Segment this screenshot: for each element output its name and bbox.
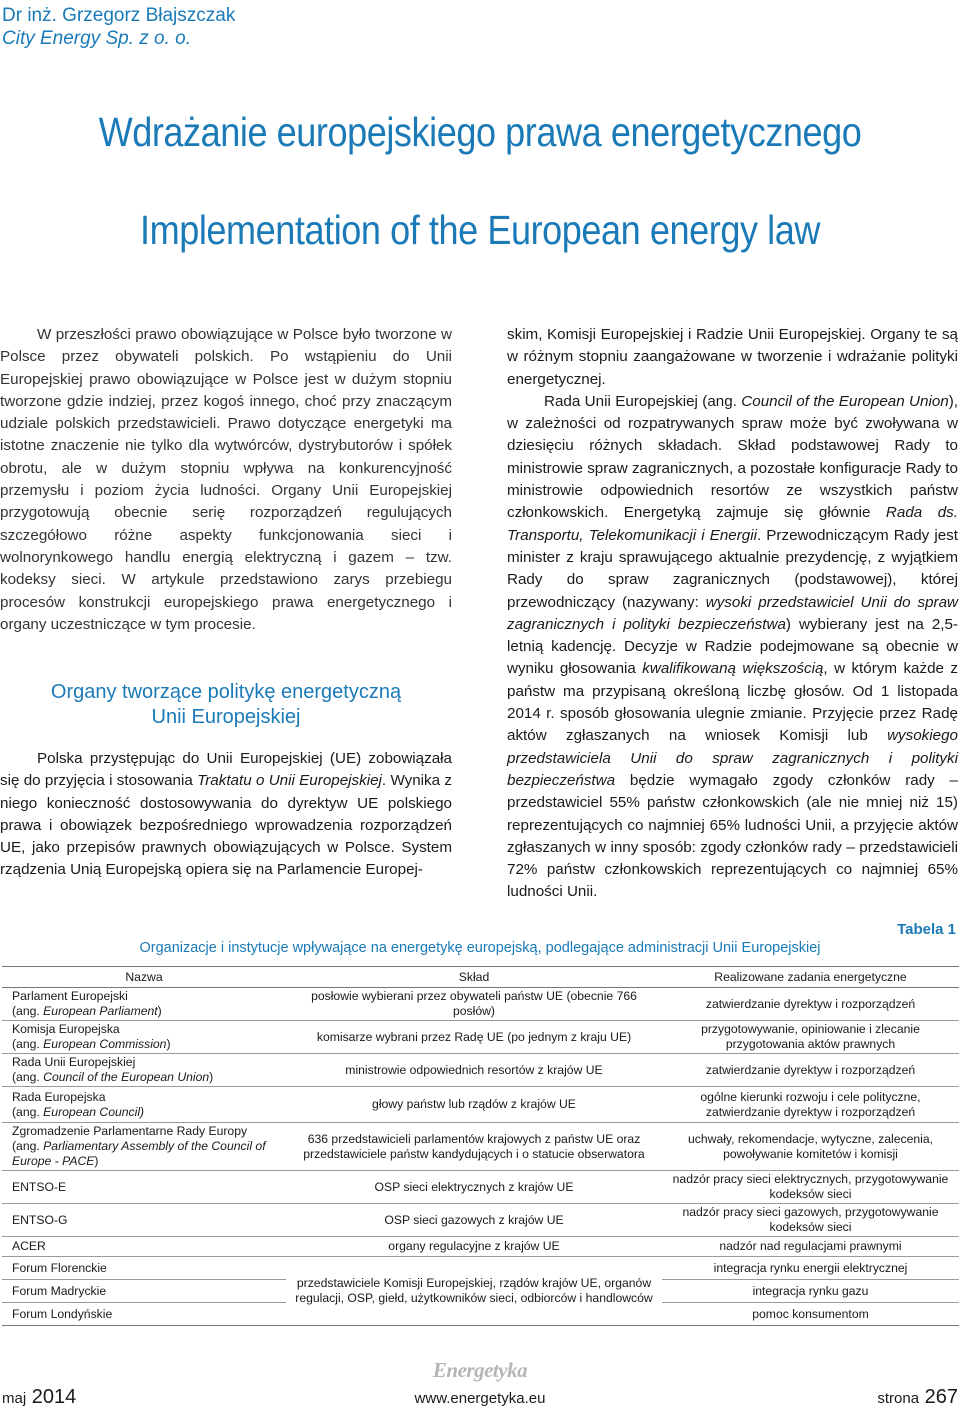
org-name: ENTSO-G — [12, 1212, 68, 1227]
org-name: Rada Europejska — [12, 1089, 106, 1104]
cell-tasks: nadzór nad regulacjami prawnymi — [662, 1237, 959, 1257]
org-name-suffix: ) — [166, 1037, 171, 1051]
section-heading-line1: Organy tworzące politykę energetyczną — [50, 681, 402, 703]
body-text: . Wynika z niego konieczność dostosowywania do dyrektyw UE polskiego prawa i obowiązek bezpośredniego wprowadzenia rozporządzeń UE, jako przepisów prawnych obowiązujących w Polsce. System rządzenia Unią Europejską opiera się na Parlamencie Europej- — [0, 772, 452, 879]
cell-tasks: nadzór pracy sieci elektrycznych, przygotowywanie kodeksów sieci — [662, 1171, 959, 1204]
article-title-english: Implementation of the European energy law — [140, 207, 820, 253]
forum-task: integracja rynku gazu — [662, 1280, 959, 1303]
left-body-column — [0, 748, 452, 882]
author-block — [2, 4, 235, 50]
cell-composition: OSP sieci elektrycznych z krajów UE — [286, 1171, 662, 1204]
table-row — [2, 1237, 959, 1257]
body-paragraph-right-2 — [507, 391, 958, 904]
org-name: ACER — [12, 1239, 46, 1253]
org-name-prefix: (ang. — [12, 1104, 44, 1119]
forum-task: pomoc konsumentom — [752, 1307, 869, 1321]
body-emphasis: kwalifikowaną większością — [642, 660, 824, 678]
org-name-english — [12, 1070, 278, 1085]
cell-name — [2, 1021, 286, 1054]
cell-tasks: nadzór pracy sieci gazowych, przygotowywanie kodeksów sieci — [662, 1204, 959, 1237]
org-name-suffix: ) — [157, 1004, 162, 1018]
table-row — [2, 1171, 959, 1204]
org-name-english — [12, 1139, 278, 1169]
table-row — [2, 1087, 959, 1123]
cell-composition: OSP sieci gazowych z krajów UE — [286, 1204, 662, 1237]
table-row — [2, 1204, 959, 1237]
energetyka-logo: Energetyka — [432, 1358, 528, 1382]
table-label: Tabela 1 — [897, 921, 956, 938]
table-row — [2, 988, 959, 1021]
org-name: ENTSO-E — [12, 1179, 67, 1194]
body-paragraph-right-1: skim, Komisji Europejskiej i Radzie Unii Europejskiej. Organy te są w różnym stopniu zaangażowane w tworzenie i wdrażanie polityki energetycznej. — [507, 326, 958, 388]
body-text: , w którym każde z państw ma przypisaną określoną liczbę głosów. Od 1 listopada 2014 r. sposób głosowania ulegnie zmianie. Przyjęcie przez Radę aktów zgłaszanych na wniosek Komisji lub — [507, 660, 958, 745]
cell-name — [2, 1237, 286, 1257]
forum-task: integracja rynku energii elektrycznej — [662, 1257, 959, 1280]
author-company: City Energy Sp. z o. o. — [2, 28, 192, 49]
body-text: ), w zależności od rozpatrywanych spraw może być zwoływana w dziesięciu różnych składach. Skład podstawowej Rady to ministrowie spraw zagranicznych, a pozostałe konfiguracje Rady to ministrowie odpowiednich resortów ze wszystkich państw członkowskich. Energetyką zajmuje się głównie — [507, 392, 958, 522]
footer-year: 2014 — [31, 1386, 77, 1408]
body-emphasis: Rada ds. Transportu, Telekomunikacji i Energii — [507, 504, 958, 544]
author-name: Dr inż. Grzegorz Błajszczak — [2, 5, 236, 26]
cell-forum-composition: przedstawiciele Komisji Europejskiej, rządów krajów UE, organów regulacji, OSP, giełd, użytkowników sieci, odbiorców i handlowców — [286, 1257, 662, 1326]
cell-composition: posłowie wybierani przez obywateli państw UE (obecnie 766 posłów) — [286, 988, 662, 1021]
column-header-tasks: Realizowane zadania energetyczne — [662, 967, 959, 988]
forum-name: Forum Florenckie — [2, 1257, 286, 1280]
right-body-column — [507, 324, 958, 904]
cell-tasks: zatwierdzanie dyrektyw i rozporządzeń — [662, 988, 959, 1021]
cell-name — [2, 1123, 286, 1171]
footer-url[interactable]: www.energetyka.eu — [414, 1390, 546, 1407]
body-text: Rada Unii Europejskiej (ang. — [544, 392, 742, 410]
cell-name — [2, 1204, 286, 1237]
body-emphasis: Council of the European Union — [741, 392, 949, 410]
forum-name: Forum Londyńskie — [12, 1307, 113, 1321]
org-name-prefix: (ang. — [12, 1139, 44, 1153]
cell-tasks: przygotowywanie, opiniowanie i zlecanie przygotowania aktów prawnych — [662, 1021, 959, 1054]
org-name-prefix: (ang. — [12, 1070, 44, 1084]
lead-paragraph: W przeszłości prawo obowiązujące w Polsce było tworzone w Polsce przez obywateli polskich. Po wstąpieniu do Unii Europejskiej prawo obowiązujące w Polsce jest w dużym stopniu tworzone gdzie indziej, przez kogoś innego, choć przy znaczącym udziale polskich przedstawicieli. Prawo dotyczące energetyki ma istotne znaczenie nie tylko dla wytwórców, dystrybutorów i spółek obrotu, ale w dużym stopniu wpływa na konkurencyjność przemysłu i poziom życia ludności. Organy Unii Europejskiej przygotowują obecnie serię rozporządzeń regulujących szczegółowo różne aspekty funkcjonowania sieci i wolnorynkowego handlu energią elektryczną i gazem – tzw. kodeksy sieci. W artykule przedstawiono zarys przebiegu procesów konstrukcji europejskiego prawa energetycznego i organy uczestniczące w tym procesie. — [0, 326, 452, 633]
org-name-english — [12, 1004, 278, 1019]
footer-page-label: strona — [877, 1390, 920, 1407]
cell-composition: komisarze wybrani przez Radę UE (po jednym z kraju UE) — [286, 1021, 662, 1054]
cell-tasks: zatwierdzanie dyrektyw i rozporządzeń — [662, 1054, 959, 1087]
cell-name — [2, 1054, 286, 1087]
lead-column — [0, 324, 452, 636]
org-name: Parlament Europejski — [12, 989, 128, 1003]
body-emphasis: wysoki przedstawiciel Unii do spraw zagranicznych i polityki bezpieczeństwa — [507, 593, 958, 633]
org-name-suffix: ) — [209, 1070, 214, 1084]
body-text: Polska przystępując do Unii Europejskiej (UE) zobowiązała się do przyjęcia i stosowania — [0, 750, 452, 790]
table-row — [2, 1054, 959, 1087]
table-body — [2, 988, 959, 1326]
footer-month: maj — [2, 1390, 27, 1407]
cell-name — [2, 1171, 286, 1204]
org-name: Zgromadzenie Parlamentarne Rady Europy — [12, 1124, 248, 1138]
body-text: będzie wymagało zgody członków rady – przedstawiciel 55% państw członkowskich (ale nie mniej niż 15) reprezentujących co najmniej 65% ludności Unii, a przyjęcie aktów zgłaszanych w inny sposób: zgody członków rady – przedstawicieli 72% państw członkowskich reprezentujących co najmniej 65% ludności Unii. — [507, 771, 958, 901]
table-header-row — [2, 967, 959, 988]
table-row — [2, 1021, 959, 1054]
org-name-english-text: Council of the European Union — [43, 1070, 210, 1084]
cell-composition: 636 przedstawicieli parlamentów krajowych z państw UE oraz przedstawiciele państw kandydujących i o statucie obserwatora — [286, 1123, 662, 1171]
org-name: Rada Unii Europejskiej — [12, 1055, 136, 1069]
cell-forum-tasks — [662, 1257, 959, 1326]
table-title: Organizacje i instytucje wpływające na energetykę europejską, podlegające administracji Unii Europejskiej — [139, 940, 821, 956]
cell-forum-names — [2, 1257, 286, 1326]
cell-tasks: ogólne kierunki rozwoju i cele polityczne, zatwierdzanie dyrektyw i rozporządzeń — [662, 1087, 959, 1123]
body-text: . Przewodniczącym Rady jest minister z kraju sprawującego aktualnie prezydencję, z wyjątkiem Rady do spraw zagranicznych (podstawowej), której przewodniczący (nazywany: — [507, 526, 958, 611]
body-emphasis: wysokiego przedstawiciela Unii do spraw zagranicznych i polityki bezpieczeństwa — [507, 727, 958, 789]
table-row-forums — [2, 1257, 959, 1326]
column-header-composition: Skład — [286, 967, 662, 988]
org-name-suffix: ) — [94, 1154, 99, 1168]
org-name-english — [12, 1037, 278, 1052]
org-name-prefix: (ang. — [12, 1004, 44, 1018]
body-text: ) wybierany jest na 2,5-letnią kadencję. Decyzje w Radzie podejmowane są obecnie w wyniku głosowania — [507, 615, 958, 678]
org-name-english-text: European Council) — [43, 1104, 145, 1119]
cell-composition: ministrowie odpowiednich resortów z krajów UE — [286, 1054, 662, 1087]
footer-page-number: 267 — [924, 1386, 958, 1408]
cell-composition: głowy państw lub rządów z krajów UE — [286, 1087, 662, 1123]
cell-name — [2, 1087, 286, 1123]
org-name: Komisja Europejska — [12, 1022, 120, 1036]
org-name-english-text: European Commission — [43, 1037, 167, 1051]
treaty-title: Traktatu o Unii Europejskiej — [197, 772, 382, 790]
table-row — [2, 1123, 959, 1171]
cell-composition: organy regulacyjne z krajów UE — [286, 1237, 662, 1257]
org-name-english-text: European Parliament — [43, 1004, 158, 1018]
org-name-english — [12, 1105, 278, 1120]
section-heading — [0, 680, 452, 730]
organizations-table — [2, 966, 959, 1326]
footer-page — [877, 1386, 958, 1409]
section-heading-line2: Unii Europejskiej — [151, 706, 301, 728]
article-title-polish: Wdrażanie europejskiego prawa energetycznego — [98, 109, 862, 155]
forum-name: Forum Madryckie — [2, 1280, 286, 1303]
body-paragraph-left — [0, 748, 452, 882]
org-name-prefix: (ang. — [12, 1037, 44, 1051]
cell-tasks: uchwały, rekomendacje, wytyczne, zalecenia, powoływanie komitetów i komisji — [662, 1123, 959, 1171]
column-header-name: Nazwa — [2, 967, 286, 988]
cell-name — [2, 988, 286, 1021]
org-name-english-text: Parliamentary Assembly of the Council of Europe - PACE — [12, 1139, 266, 1168]
